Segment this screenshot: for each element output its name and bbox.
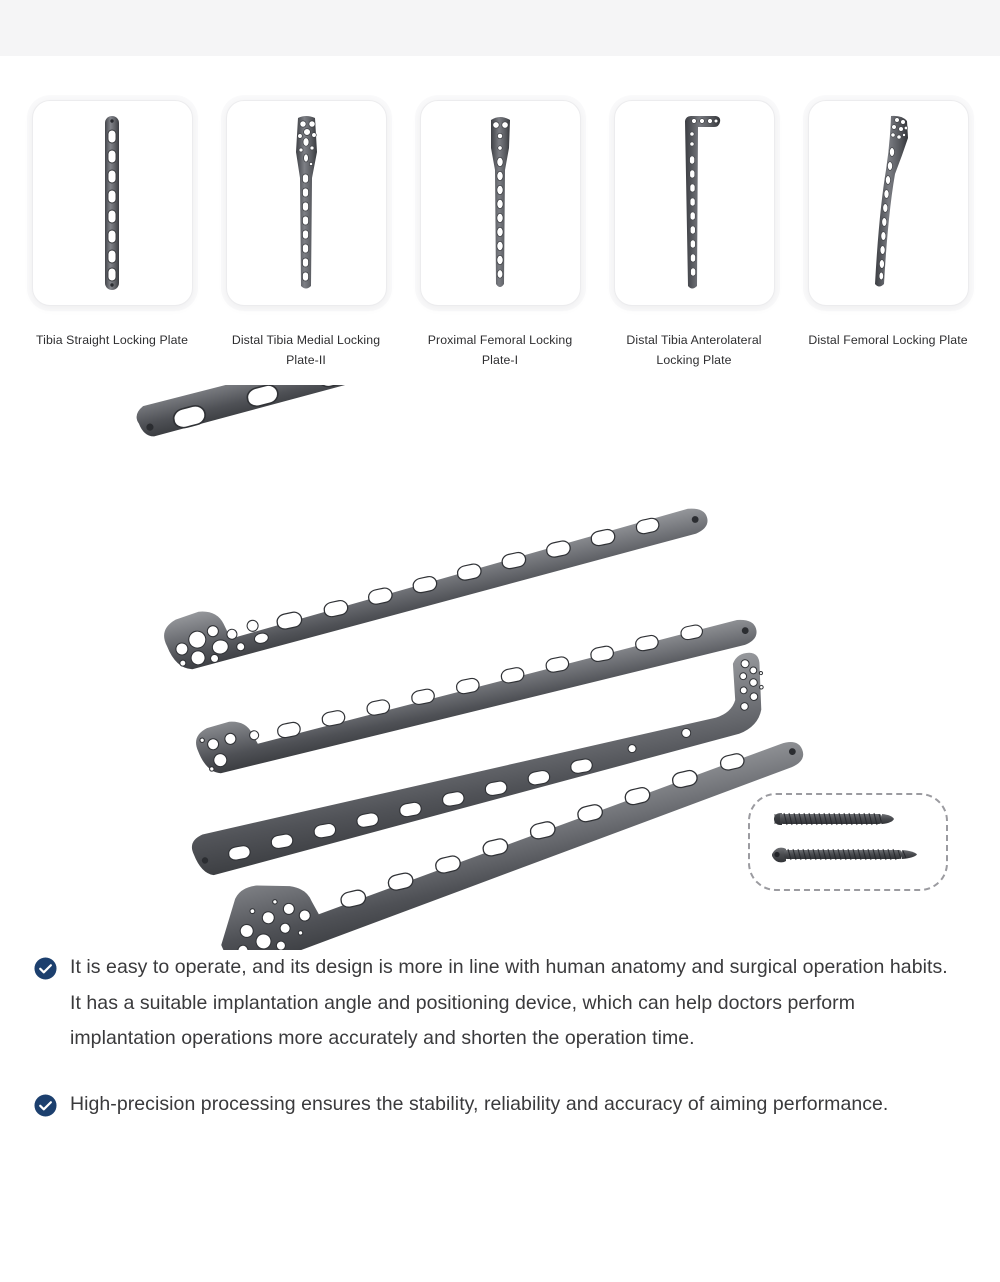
screws-illustration xyxy=(750,795,946,889)
check-circle-icon xyxy=(34,957,57,980)
check-circle-icon xyxy=(34,1094,57,1117)
thumbnail-cell-5[interactable] xyxy=(808,100,969,390)
product-thumbnail-strip xyxy=(0,100,1000,390)
thumbnail-card-5[interactable] xyxy=(808,100,969,306)
cortical-screw-icon xyxy=(772,848,917,863)
thumbnail-cell-2[interactable] xyxy=(226,100,387,390)
thumbnail-card-2[interactable] xyxy=(226,100,387,306)
feature-text-2: High-precision processing ensures the stability, reliability and accuracy of aiming performance. xyxy=(70,1092,889,1115)
proximal-femoral-locking-plate-i-icon xyxy=(430,108,570,298)
distal-tibia-anterolateral-locking-plate-icon xyxy=(624,108,764,298)
thumbnail-label-2: Distal Tibia Medial Locking Plate-II xyxy=(231,333,381,367)
distal-femoral-locking-plate-icon xyxy=(818,108,958,298)
thumbnail-card-4[interactable] xyxy=(614,100,775,306)
feature-item-1 xyxy=(34,950,948,1057)
thumbnail-cell-3[interactable] xyxy=(420,100,581,390)
thumbnail-label-1: Tibia Straight Locking Plate xyxy=(35,333,189,347)
top-banner-band xyxy=(0,0,1000,56)
thumbnail-card-1[interactable] xyxy=(32,100,193,306)
screw-callout-box xyxy=(748,793,948,891)
tibia-straight-locking-plate-icon xyxy=(42,108,182,298)
thumbnail-card-3[interactable] xyxy=(420,100,581,306)
thumbnail-label-3: Proximal Femoral Locking Plate-I xyxy=(427,333,573,367)
thumbnail-cell-4[interactable] xyxy=(614,100,775,390)
thumbnail-label-4: Distal Tibia Anterolateral Locking Plate xyxy=(626,333,762,367)
thumbnail-label-5: Distal Femoral Locking Plate xyxy=(808,333,968,347)
distal-tibia-medial-locking-plate-ii-icon xyxy=(236,108,376,298)
locking-screw-icon xyxy=(774,813,894,825)
thumbnail-cell-1[interactable] xyxy=(32,100,193,390)
feature-list xyxy=(0,950,1000,1152)
feature-item-2 xyxy=(34,1087,948,1123)
feature-text-1: It is easy to operate, and its design is more in line with human anatomy and surgical operation habits. It has a suitable implantation angle and positioning device, which can help doctors perform implantation operations more accurately and shorten the operation time. xyxy=(70,956,948,1049)
